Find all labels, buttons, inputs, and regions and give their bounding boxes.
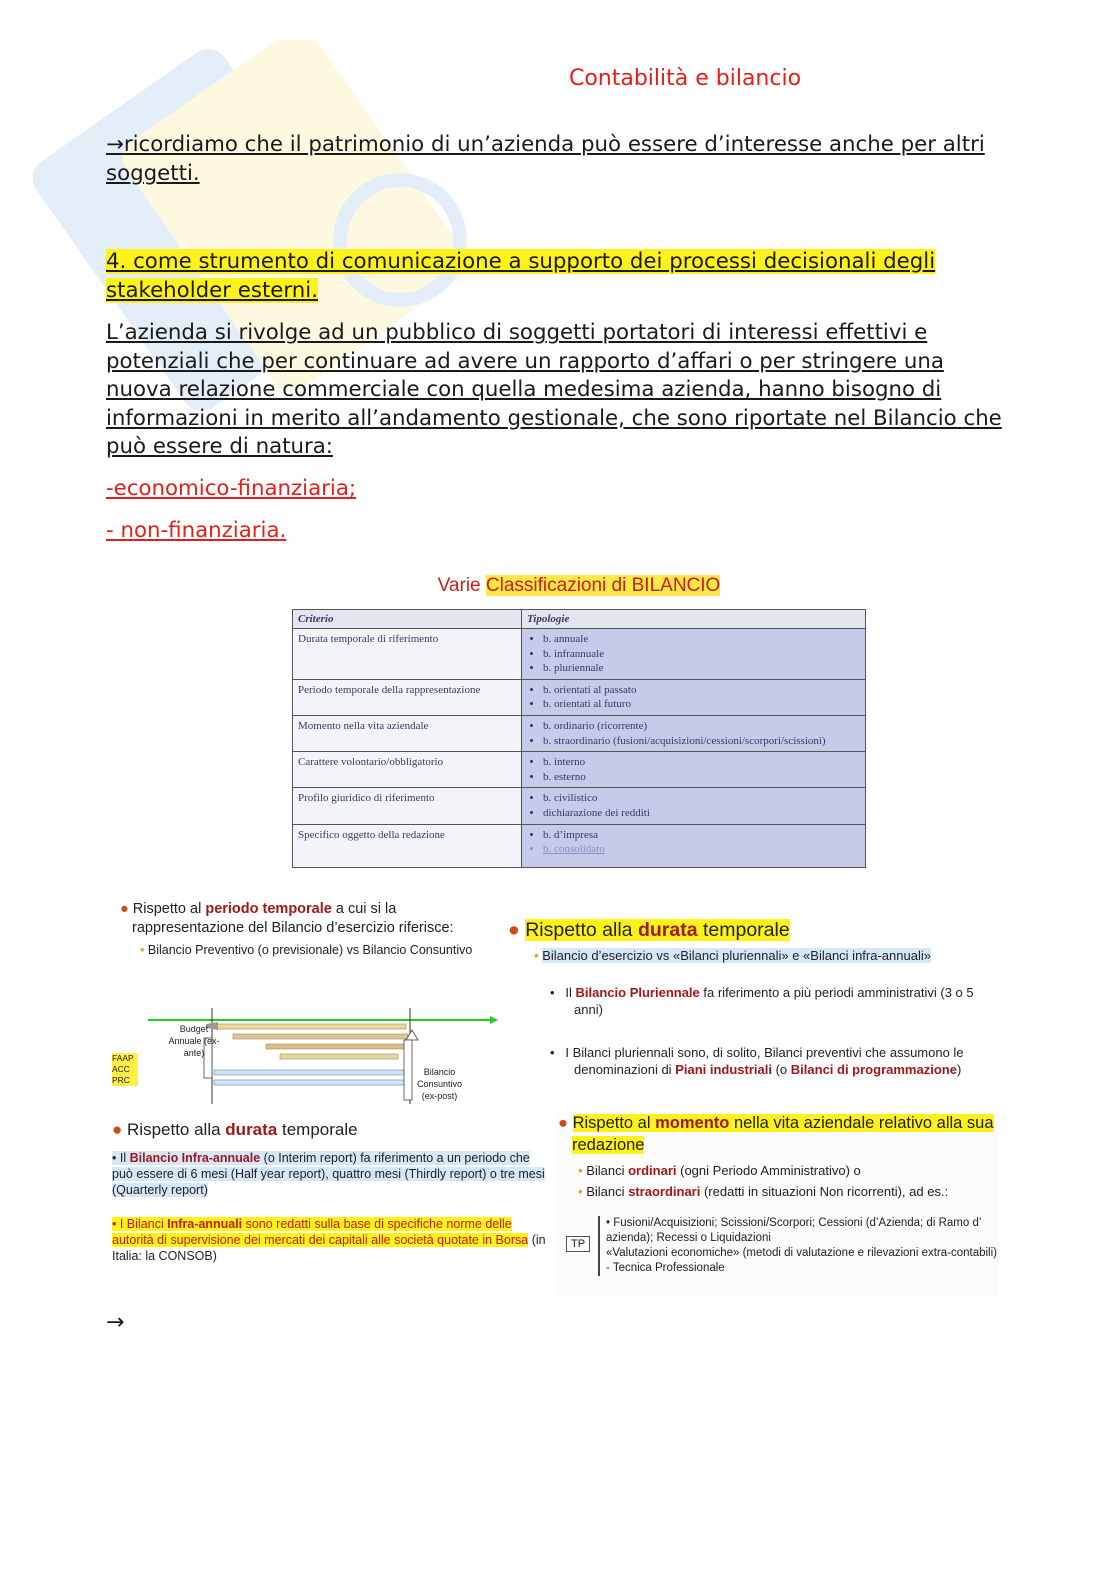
text-bold: Bilancio Pluriennale [575,985,700,1000]
slide-momento [556,1112,998,1296]
text: Bilanci [586,1163,629,1178]
slide-durata-left-point1-text: • Il Bilancio Infra-annuale (o Interim report) fa riferimento a un periodo che può essere di 6 mesi (Half year report), quattro mesi (Thirdly report) o tre mesi (Quarterly report) [112,1151,545,1197]
text: Rispetto al [132,901,206,917]
text: Rispetto alla [127,1120,226,1139]
arrow-icon: → [106,132,124,157]
slide-durata-right [508,917,998,1078]
text-bold: ordinari [628,1163,677,1178]
box-item: • Fusioni/Acquisizioni; Scissioni/Scorpori; Cessioni (d’Azienda; di Ramo d’ azienda); Recessi o Liquidazioni [606,1217,981,1244]
slide-periodo-bullet [112,900,507,938]
list-item: • b. orientati al passato [543,683,860,698]
slide-momento-box [598,1216,998,1276]
text-bold: Piani industriali [675,1062,772,1077]
slide-durata-right-title [525,919,789,941]
section4-heading [106,248,1006,305]
list-item: • b. d’impresa [543,828,860,843]
list-item: • b. esterno [543,770,860,785]
text: fa riferimento a più periodi amministrativi (3 o 5 anni) [574,985,974,1017]
table-row [293,824,866,867]
table-row [293,715,866,751]
list-item: • b. orientati al futuro [543,697,860,712]
bullet-dot-icon: • [550,985,566,1000]
tipologie-cell [522,679,866,715]
list-item: • dichiarazione dei redditi [543,806,860,821]
slide-durata-left [112,1118,550,1264]
text-bold: straordinari [628,1184,701,1199]
criterio-cell: Profilo giuridico di riferimento [293,788,522,824]
bullet-dot-icon: • [550,1045,566,1060]
bullet-dot-icon: • [534,948,539,963]
table-row [293,679,866,715]
text: a cui si la rappresentazione del Bilancio d’esercizio riferisce: [132,901,454,936]
list-item: • b. infrannuale [543,647,860,662]
text-bold: durata [225,1120,278,1139]
list-item: • b. civilistico [543,791,860,806]
section4-paragraph: L’azienda si rivolge ad un pubblico di soggetti portatori di interessi effettivi e potenziali che per continuare ad avere un rapporto d’affari o per stringere una nuova relazione commerciale con quella medesima azienda, hanno bisogno di informazioni in merito all’andamento gestionale, che sono riportate nel Bilancio che può essere di natura: [106,320,1002,459]
slide-momento-sub1 [556,1162,998,1179]
slide-momento-title [572,1114,994,1154]
criterio-cell: Specifico oggetto della redazione [293,824,522,867]
list-item-non-finanziaria: - non-finanziaria. [106,518,287,543]
table-header-row [293,610,866,629]
intro-paragraph [106,131,1006,188]
slide-durata-left-point1 [112,1150,550,1198]
text: Bilanci [586,1184,629,1199]
slide-durata-left-point2-hl: • I Bilanci Infra-annuali sono redatti sulla base di specifiche norme delle autorità di supervisione dei mercati dei capitali alle società quotate in Borsa [112,1217,529,1247]
list-item: • b. pluriennale [543,661,860,676]
list-item: • b. interno [543,755,860,770]
text: ) [956,1062,962,1077]
list-item: • b. consolidato [543,842,860,857]
text: Bilancio d’esercizio vs «Bilanci pluriennali» e «Bilanci infra-annuali» [542,948,931,963]
figure-title-prefix: Varie [437,575,486,596]
tipologie-cell [522,715,866,751]
text: I Bilanci pluriennali sono, di solito, Bilanci preventivi che assumono le denominazioni di [565,1045,964,1077]
text: Rispetto alla [525,919,638,941]
tipologie-cell [522,788,866,824]
tipologie-cell [522,824,866,867]
bullet-dot-icon: • [578,1163,583,1178]
text: (redatti in situazioni Non ricorrenti), ad es.: [700,1184,949,1199]
text-bold: momento [655,1114,730,1132]
text: (o Interim report) fa riferimento a un periodo che può essere di 6 mesi (Half year report), quattro mesi (Thirdly report) o tre mesi (Quarterly report) [112,1151,545,1197]
slide-periodo [112,900,507,958]
text: sono redatti sulla base di specifiche norme delle autorità di supervisione dei mercati dei capitali alle società quotate in Borsa [112,1217,529,1247]
text: Bilancio Preventivo (o previsionale) vs Bilancio Consuntivo [147,943,473,957]
table-row [293,752,866,788]
bullet-dot-icon: ● [112,1120,123,1139]
text: (ogni Periodo Amministrativo) o [676,1163,861,1178]
budget-label: Budget Annuale (ex-ante) [168,1024,220,1058]
slide-periodo-sub [112,942,507,958]
text-bold: Infra-annuali [167,1217,243,1231]
slide-durata-right-bullet [508,917,998,943]
section4-heading-text: 4. come strumento di comunicazione a supporto dei processi decisionali degli stakeholder esterni. [106,249,936,303]
slide-durata-right-point2 [508,1044,998,1078]
slide-momento-sub2 [556,1183,998,1200]
bullet-dot-icon: ● [508,919,520,941]
slide-durata-left-bullet [112,1118,550,1142]
slide-durata-right-point1 [508,984,998,1018]
tipologie-cell [522,629,866,680]
tipologie-cell [522,752,866,788]
slide-momento-bullet [556,1112,998,1156]
intro-text: ricordiamo che il patrimonio di un’azienda può essere d’interesse anche per altri soggetti. [106,132,985,186]
footer-arrow-icon: → [106,1310,125,1335]
table-row [293,788,866,824]
bullet-dot-icon: ● [120,901,129,917]
list-item: • b. annuale [543,632,860,647]
text: (o [771,1062,791,1077]
criterio-cell: Momento nella vita aziendale [293,715,522,751]
text-bold: Bilanci di programmazione [790,1062,957,1077]
text-bold: periodo temporale [205,901,332,917]
list-item: • b. ordinario (ricorrente) [543,719,860,734]
col-tipologie: Tipologie [522,610,866,629]
text: temporale [697,919,790,941]
classification-table [292,609,866,868]
side-label: ACC [112,1064,130,1074]
box-item: «Valutazioni economiche» (metodi di valutazione e rilevazioni extra-contabili) - Tecnica Professionale [606,1247,997,1274]
bullet-dot-icon: • [140,943,145,957]
page-title: Contabilità e bilancio [568,66,802,91]
list-item: • b. straordinario (fusioni/acquisizioni/cessioni/scorpori/scissioni) [543,734,860,749]
text-bold: Bilancio Infra-annuale [129,1151,261,1165]
slide-durata-left-point2 [112,1216,550,1264]
text: nella vita aziendale relativo alla sua redazione [572,1114,994,1154]
text-bold: durata [637,919,698,941]
text: temporale [277,1120,358,1139]
text: Il [565,985,576,1000]
criterio-cell: Durata temporale di riferimento [293,629,522,680]
figure-title [278,575,880,597]
side-label: PRC [112,1075,130,1085]
figure-title-highlight: Classificazioni di BILANCIO [485,575,721,596]
side-label: FAAP [112,1053,134,1063]
col-criterio: Criterio [293,610,522,629]
text: (in Italia: la CONSOB) [112,1233,546,1263]
classification-figure [278,565,880,883]
side-labels [112,1053,138,1086]
criterio-cell: Periodo temporale della rappresentazione [293,679,522,715]
table-row [293,629,866,680]
text: Rispetto al [572,1114,656,1132]
text: Il [119,1151,130,1165]
criterio-cell: Carattere volontario/obbligatorio [293,752,522,788]
text: I Bilanci [119,1217,168,1231]
list-item-economico: -economico-finanziaria; [106,476,357,501]
bullet-dot-icon: ● [558,1114,568,1132]
slide-durata-right-sub [508,947,998,964]
tp-badge: TP [566,1236,590,1252]
text: Fusioni/Acquisizioni; Scissioni/Scorpori; Cessioni (d’Azienda; di Ramo d’ azienda); Recessi o Liquidazioni [606,1217,981,1244]
consuntivo-label: Bilancio Consuntivo (ex-post) [416,1067,463,1101]
bullet-dot-icon: • [578,1184,583,1199]
